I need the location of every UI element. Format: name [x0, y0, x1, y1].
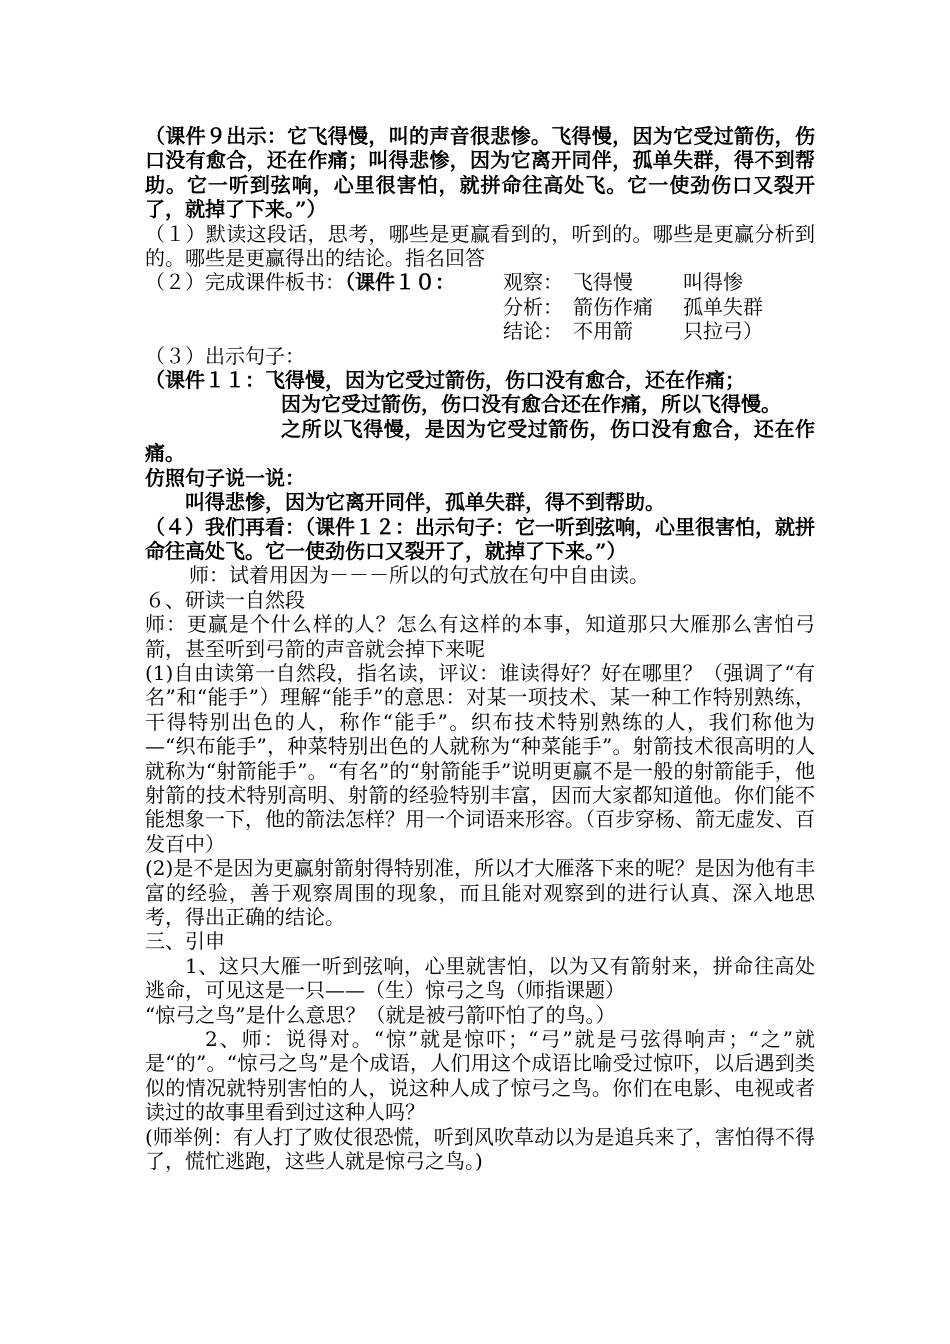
board-key: 观察： — [503, 270, 563, 295]
board-value-b: 只拉弓） — [683, 319, 763, 344]
imitate-heading: 仿照句子说一说： — [145, 465, 305, 490]
board-value-a: 飞得慢 — [573, 270, 633, 295]
teacher-question: 师：更赢是个什么样的人？怎么有这样的本事，知道那只大雁那么害怕弓箭，甚至听到弓箭的声音就会掉下来呢 — [145, 612, 815, 661]
lesson-plan-body — [145, 124, 815, 1173]
board-intro-bold: （课件１０： — [345, 270, 455, 295]
courseware-9-paragraph: （课件９出示：它飞得慢，叫的声音很悲惨。飞得慢，因为它受过箭伤，伤口没有愈合，还在作痛；叫得悲惨，因为它离开同伴，孤单失群，得不到帮助。它一听到弦响，心里很害怕，就拼命往高处飞。它一使劲伤口又裂开了，就掉了下来。”） — [145, 124, 815, 222]
board-value-b: 叫得惨 — [683, 270, 743, 295]
section-6-heading: ６、研读一自然段 — [145, 587, 305, 612]
idiom-question: “惊弓之鸟”是什么意思？（就是被弓箭吓怕了的鸟。） — [145, 1002, 616, 1027]
board-intro — [145, 270, 503, 294]
section-3-heading: 三、引申 — [145, 929, 225, 954]
extension-1: 1、这只大雁一听到弦响，心里就害怕，以为又有箭射来，拼命往高处逃命，可见这是一只——（生）惊弓之鸟（师指课题） — [145, 953, 815, 1003]
teacher-example: (师举例：有人打了败仗很恐慌，听到风吹草动以为是追兵来了，害怕得不得了，慌忙逃跑，这些人就是惊弓之鸟。) — [145, 1124, 815, 1174]
board-value-a: 不用箭 — [573, 319, 633, 344]
courseware-11-line-1: （课件１１：飞得慢，因为它受过箭伤，伤口没有愈合，还在作痛； — [145, 368, 745, 393]
board-intro-text: （２）完成课件板书： — [145, 270, 345, 295]
courseware-10-board — [145, 270, 815, 343]
imitate-sentence: 叫得悲惨，因为它离开同伴，孤单失群，得不到帮助。 — [185, 490, 665, 515]
board-value-a: 箭伤作痛 — [573, 294, 653, 319]
board-row-conclude — [145, 319, 815, 343]
teacher-instruction: 师：试着用因为－－－所以的句式放在句中自由读。 — [189, 563, 649, 588]
board-value-b: 孤单失群 — [683, 294, 763, 319]
board-key: 分析： — [503, 294, 563, 319]
board-row-analyze — [145, 295, 815, 319]
step-1-paragraph: （１）默读这段话，思考，哪些是更赢看到的，听到的。哪些是更赢分析到的。哪些是更赢得出的结论。指名回答 — [145, 221, 815, 271]
board-key: 结论： — [503, 319, 563, 344]
extension-2: 2、师：说得对。“惊”就是惊吓；“弓”就是弓弦得响声；“之”就是“的”。“惊弓之鸟”是个成语，人们用这个成语比喻受过惊吓，以后遇到类似的情况就特别害怕的人，说这种人成了惊弓之鸟。你们在电影、电视或者读过的故事里看到过这种人吗？ — [145, 1027, 815, 1125]
board-row-observe — [145, 270, 815, 294]
step-4-paragraph: （４）我们再看：（课件１２：出示句子：它一听到弦响，心里很害怕，就拼命往高处飞。它一使劲伤口又裂开了，就掉了下来。”） — [145, 514, 815, 563]
reading-step-2: (2)是不是因为更赢射箭射得特别准，所以才大雁落下来的呢？是因为他有丰富的经验，善于观察周围的现象，而且能对观察到的进行认真、深入地思考，得出正确的结论。 — [145, 856, 815, 929]
courseware-11-line-3: 之所以飞得慢，是因为它受过箭伤，伤口没有愈合，还在作痛。 — [145, 416, 815, 466]
step-3-heading: （３）出示句子： — [145, 343, 305, 368]
reading-step-1: (1)自由读第一自然段，指名读，评议：谁读得好？好在哪里？（强调了“有名”和“能手”）理解“能手”的意思：对某一项技术、某一种工作特别熟练，干得特别出色的人，称作“能手”。织布技术特别熟练的人，我们称他为—“织布能手”，种菜特别出色的人就称为“种菜能手”。射箭技术很高明的人就称为“射箭能手”。“有名”的“射箭能手”说明更赢不是一般的射箭能手，他射箭的技术特别高明、射箭的经验特别丰富，因而大家都知道他。你们能不能想象一下，他的箭法怎样？用一个词语来形容。（百步穿杨、箭无虚发、百发百中） — [145, 660, 815, 856]
courseware-11-line-2: 因为它受过箭伤，伤口没有愈合还在作痛，所以飞得慢。 — [281, 392, 781, 417]
